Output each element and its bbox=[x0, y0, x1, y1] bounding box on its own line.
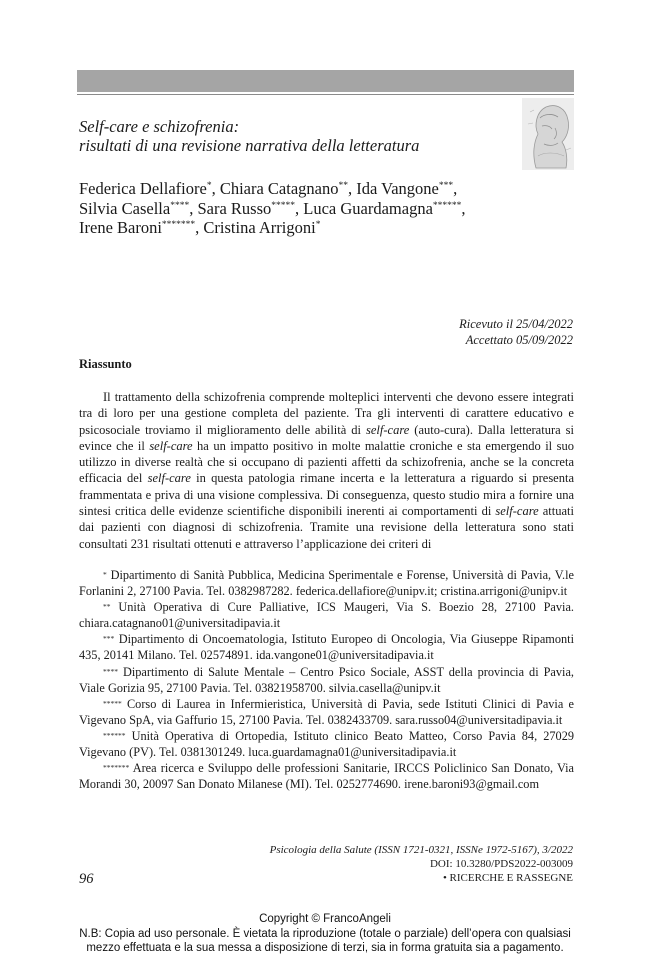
abstract-body: Il trattamento della schizofrenia comprende molteplici interventi che devono essere integrati tra di loro per una gestione completa del paziente. Tra gli interventi di carattere educativo e psicosociale troviamo il miglioramento delle abilità di self-care (auto-cura). Dalla letteratura si evince che il self-care ha un impatto positivo in molte malattie croniche e sta emergendo il suo utilizzo in diverse realtà che si occupano di pazienti affetti da schizofrenia, anche se la concreta efficacia del self-care in questa patologia rimane incerta e la letteratura a riguardo si presenta frammentata e priva di una visione complessiva. Di conseguenza, questo studio mira a fornire una sintesi critica delle evidenze scientifiche disponibili inerenti ai comportamenti di self-care attuati dai pazienti con diagnosi di schizofrenia. Tramite una revisione della letteratura sono stati consultati 231 risultati ottenuti e attraverso l’applicazione dei criteri di bbox=[79, 390, 575, 551]
author-affiliation-mark: ***** bbox=[271, 200, 295, 211]
footnote: ***** Corso di Laurea in Infermieristica, Università di Pavia, sede Istituti Clinici di Pavia e Vigevano SpA, via Gaffurio 15, 27100 Pavia. Tel. 0382433709. sara.russo04@universitadipavia.it bbox=[79, 696, 574, 727]
footnote: ****** Unità Operativa di Ortopedia, Istituto clinico Beato Matteo, Corso Pavia 84, 27029 Vigevano (PV). Tel. 0381301249. luca.guardamagna01@universitadipavia.it bbox=[79, 728, 574, 760]
footnote: **** Dipartimento di Salute Mentale – Centro Psico Sociale, ASST della provincia di Pavia, Viale Gorizia 95, 27100 Pavia. Tel. 03821958700. silvia.casella@unipv.it bbox=[79, 664, 574, 695]
footnote: ** Unità Operativa di Cure Palliative, ICS Maugeri, Via S. Boezio 28, 27100 Pavia. chiara.catagnano01@universitadipavia.it bbox=[79, 600, 574, 631]
footnote-mark: ** bbox=[103, 602, 111, 612]
author-name: Ida Vangone bbox=[356, 179, 439, 198]
notice-line-2: mezzo effettuata e la sua messa a disposizione di terzi, sia in forma gratuita sia a pagamento. bbox=[86, 942, 564, 955]
header-bar bbox=[77, 70, 574, 92]
journal-portrait-illustration bbox=[522, 98, 574, 170]
title-line-2: risultati di una revisione narrativa della letteratura bbox=[79, 136, 420, 155]
emphasis: self-care bbox=[147, 471, 191, 486]
footnote: *** Dipartimento di Oncoematologia, Istituto Europeo di Oncologia, Via Giuseppe Ripamonti 435, 20141 Milano. Tel. 02574891. ida.vangone01@universitadipavia.it bbox=[79, 632, 574, 663]
author-affiliation-mark: **** bbox=[170, 200, 190, 211]
copyright-line: Copyright © FrancoAngeli bbox=[259, 913, 391, 925]
journal-info bbox=[270, 843, 573, 885]
emphasis: self-care bbox=[495, 504, 539, 519]
submission-dates bbox=[459, 316, 573, 348]
author-affiliation-mark: ****** bbox=[432, 200, 462, 211]
author-affiliation-mark: * bbox=[315, 220, 321, 230]
author-affiliation-mark: * bbox=[206, 181, 212, 191]
footnote-mark: * bbox=[103, 570, 107, 579]
author-name: Cristina Arrigoni bbox=[203, 218, 316, 237]
emphasis: self-care bbox=[366, 422, 410, 437]
author-name: Irene Baroni bbox=[79, 218, 162, 237]
doi: DOI: 10.3280/PDS2022-003009 bbox=[429, 858, 573, 870]
header-rule bbox=[77, 94, 574, 95]
title-line-1: Self-care e schizofrenia: bbox=[79, 117, 240, 136]
author-name: Chiara Catagnano bbox=[219, 179, 339, 198]
footnote-mark: ******* bbox=[103, 763, 130, 773]
footnote: * Dipartimento di Sanità Pubblica, Medicina Sperimentale e Forense, Università di Pavia, V.le Forlanini 2, 27100 Pavia. Tel. 0382987282. federica.dellafiore@unipv.it; cristina.arrigoni@unipv.it bbox=[79, 568, 574, 599]
journal-citation: Psicologia della Salute (ISSN 1721-0321, ISSNe 1972-5167), 3/2022 bbox=[269, 844, 573, 856]
author-affiliation-mark: ******* bbox=[161, 220, 196, 230]
article-title bbox=[79, 117, 509, 155]
copyright-notice bbox=[0, 912, 650, 956]
page-number: 96 bbox=[79, 871, 94, 887]
footnote-mark: *** bbox=[103, 634, 115, 644]
author-list: Federica Dellafiore*, Chiara Catagnano**, Ida Vangone***, Silvia Casella****, Sara Russo*****, Luca Guardamagna******, Irene Baroni*******, Cristina Arrigoni* bbox=[79, 179, 466, 237]
emphasis: self-care bbox=[149, 438, 193, 453]
abstract-heading: Riassunto bbox=[79, 357, 132, 371]
accepted-date: Accettato 05/09/2022 bbox=[465, 333, 573, 347]
author-affiliation-mark: ** bbox=[338, 181, 348, 191]
author-affiliation-mark: *** bbox=[438, 181, 454, 191]
author-name: Silvia Casella bbox=[79, 198, 171, 218]
footnotes bbox=[79, 567, 574, 792]
notice-line-1: N.B: Copia ad uso personale. È vietata la riproduzione (totale o parziale) dell’opera con qualsiasi bbox=[79, 927, 571, 940]
author-name: Sara Russo bbox=[197, 198, 272, 218]
author-name: Luca Guardamagna bbox=[303, 198, 433, 218]
journal-section: • RICERCHE E RASSEGNE bbox=[442, 872, 573, 884]
author-name: Federica Dellafiore bbox=[79, 179, 207, 198]
footnote: ******* Area ricerca e Sviluppo delle professioni Sanitarie, IRCCS Policlinico San Donato, Via Morandi 30, 20097 San Donato Milanese (MI). Tel. 0252774690. irene.baroni93@gmail.com bbox=[79, 761, 574, 792]
footnote-mark: ****** bbox=[103, 730, 126, 740]
received-date: Ricevuto il 25/04/2022 bbox=[459, 317, 573, 331]
footnote-mark: ***** bbox=[103, 698, 122, 708]
footnote-mark: **** bbox=[103, 666, 118, 676]
